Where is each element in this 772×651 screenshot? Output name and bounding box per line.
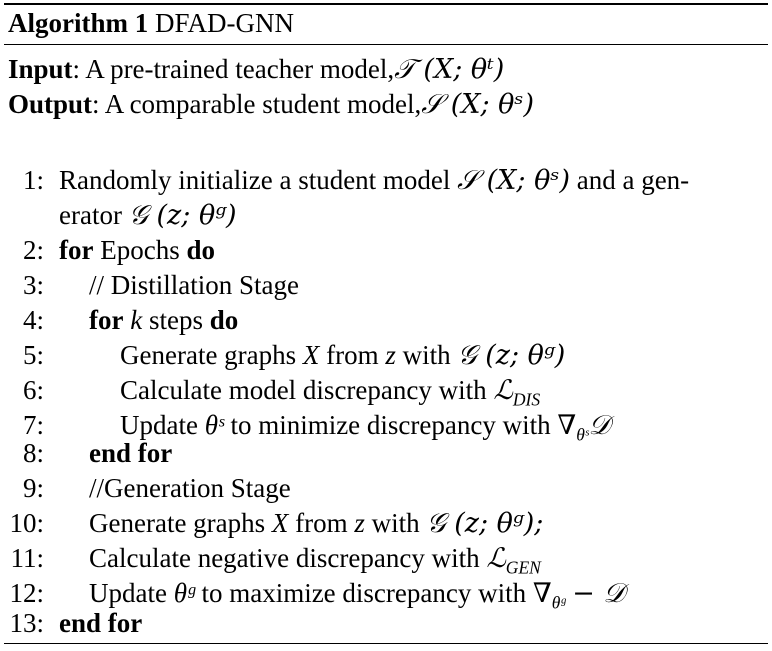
input-text: : A pre-trained teacher model, <box>72 54 395 84</box>
step-line-6 <box>4 373 768 408</box>
step-math: 𝒢 (z; θᵍ) <box>457 340 566 371</box>
step-line-13 <box>4 606 768 641</box>
line-number: 2: <box>22 235 44 265</box>
step-text: erator <box>59 200 122 230</box>
step-math: 𝒢 (z; θᵍ); <box>426 508 544 539</box>
algorithm-label: Algorithm 1 <box>8 8 149 38</box>
step-text: to maximize discrepancy with <box>201 578 527 608</box>
step-math: − 𝒟 <box>572 578 625 609</box>
step-subscript: DIS <box>512 389 541 410</box>
step-text: from <box>326 340 379 370</box>
step-text: // Distillation Stage <box>89 270 299 300</box>
step-text: //Generation Stage <box>89 473 291 503</box>
step-subscript: θˢ <box>576 424 589 445</box>
algorithm-block <box>4 0 768 646</box>
step-math: z <box>354 508 365 538</box>
algorithm-title <box>8 5 294 41</box>
step-text: steps <box>148 305 203 335</box>
step-math: ℒ <box>486 543 506 574</box>
step-content <box>89 506 543 541</box>
step-content <box>59 233 215 268</box>
step-tail: and a gen- <box>576 165 690 195</box>
step-line-10 <box>4 506 768 541</box>
line-number: 7: <box>22 410 44 440</box>
step-subscript: θᵍ <box>551 592 566 613</box>
step-line-9 <box>4 471 768 506</box>
step-math: 𝒟 <box>588 410 611 441</box>
step-text: Calculate negative discrepancy with <box>89 543 480 573</box>
step-line-4 <box>4 303 768 338</box>
output-math: 𝒮 (X; θˢ) <box>421 89 535 120</box>
step-math: k <box>130 305 143 335</box>
step-math: ∇ <box>532 578 552 608</box>
step-text: Update <box>120 410 198 440</box>
input-math: 𝒯 (X; θᵗ) <box>394 54 505 85</box>
algorithm-name: DFAD-GNN <box>154 8 294 38</box>
keyword-for: for <box>89 305 124 335</box>
step-math: 𝒮 (X; θˢ) <box>457 165 570 196</box>
output-line <box>8 87 534 122</box>
output-text: : A comparable student model, <box>92 89 422 119</box>
step-line-8 <box>4 436 768 471</box>
step-math: X <box>271 508 289 538</box>
input-line <box>8 52 504 87</box>
step-content <box>59 198 237 233</box>
keyword-end-for: end for <box>89 438 173 468</box>
line-number: 8: <box>22 438 44 468</box>
step-line-1 <box>4 163 768 198</box>
step-text: with <box>402 340 451 370</box>
step-text: Update <box>89 578 167 608</box>
step-line-5 <box>4 338 768 373</box>
line-number: 5: <box>22 340 44 370</box>
step-text: Randomly initialize a student model <box>59 165 451 195</box>
step-math: 𝒢 (z; θᵍ) <box>128 200 237 231</box>
bottom-rule <box>4 643 768 644</box>
step-math: ℒ <box>493 375 513 406</box>
line-number: 11: <box>10 543 44 573</box>
step-text: from <box>295 508 348 538</box>
output-label: Output <box>8 89 93 119</box>
input-label: Input <box>8 54 73 84</box>
step-subscript: GEN <box>505 557 541 578</box>
step-line-2 <box>4 233 768 268</box>
step-text: Generate graphs <box>89 508 266 538</box>
line-number: 13: <box>9 608 44 638</box>
step-content <box>59 163 689 198</box>
step-content <box>89 303 238 338</box>
step-text: Epochs <box>100 235 180 265</box>
step-line-1-cont <box>4 198 768 233</box>
title-rule <box>4 44 768 45</box>
keyword-end-for: end for <box>59 608 143 638</box>
step-text: with <box>371 508 420 538</box>
step-math: θˢ <box>204 410 224 440</box>
line-number: 3: <box>22 270 44 300</box>
line-number: 9: <box>22 473 44 503</box>
line-number: 6: <box>22 375 44 405</box>
step-math: z <box>385 340 396 370</box>
step-text: to minimize discrepancy with <box>230 410 551 440</box>
step-content <box>120 338 565 373</box>
step-line-11 <box>4 541 768 576</box>
keyword-for: for <box>59 235 94 265</box>
step-content <box>120 373 540 408</box>
step-content <box>89 541 541 576</box>
step-math: ∇ <box>557 410 577 440</box>
step-line-3 <box>4 268 768 303</box>
line-number: 4: <box>22 305 44 335</box>
line-number: 10: <box>9 508 44 538</box>
step-text: Generate graphs <box>120 340 297 370</box>
keyword-do: do <box>186 235 215 265</box>
line-number: 1: <box>22 165 44 195</box>
step-text: Calculate model discrepancy with <box>120 375 487 405</box>
line-number: 12: <box>9 578 44 608</box>
step-math: X <box>302 340 320 370</box>
keyword-do: do <box>209 305 239 335</box>
step-math: θᵍ <box>173 578 195 608</box>
